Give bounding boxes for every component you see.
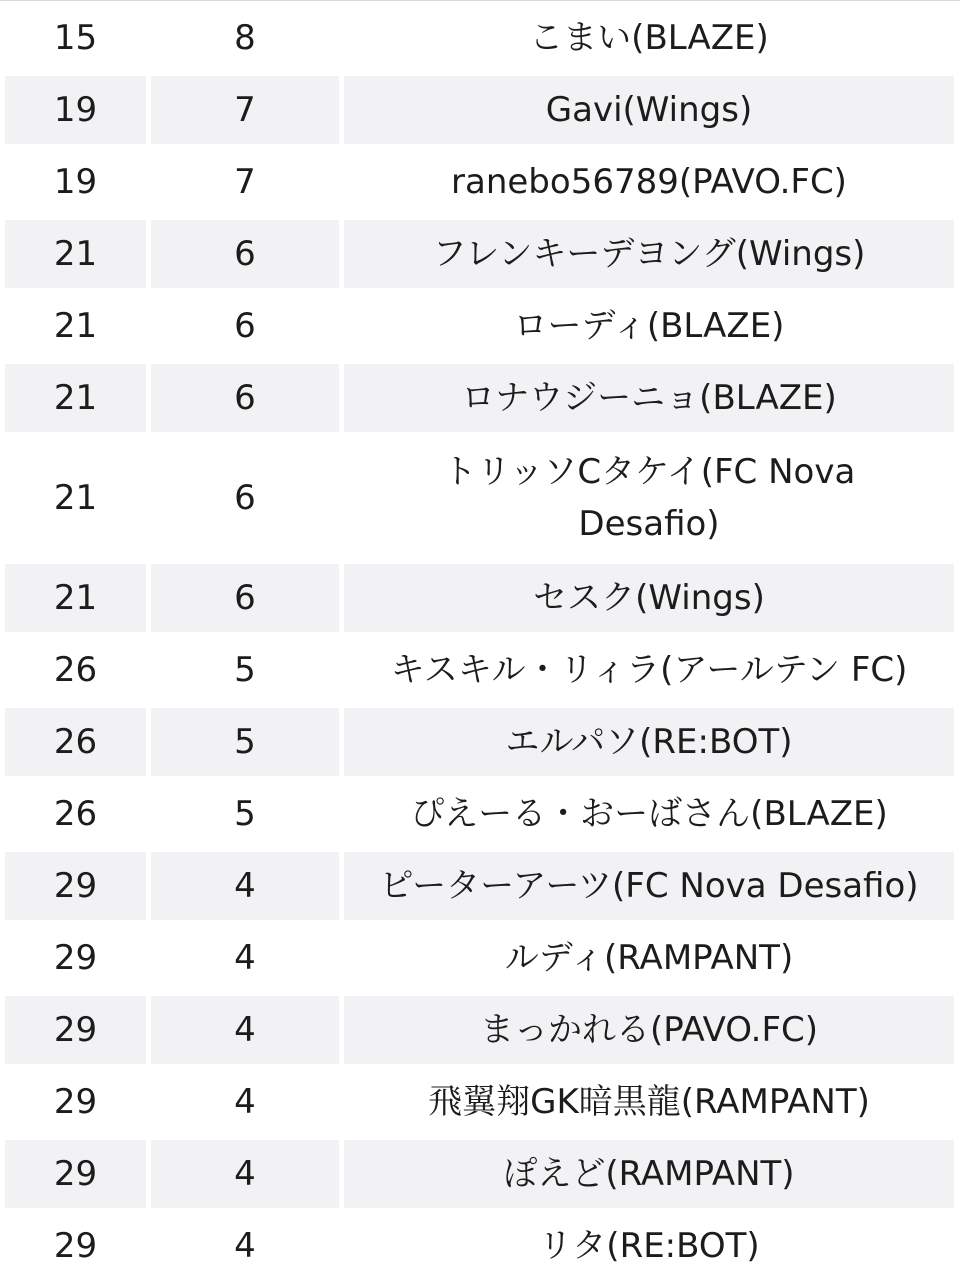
rank-cell: 15 bbox=[53, 18, 98, 58]
goals-cell: 7 bbox=[151, 76, 339, 144]
goals-cell: 6 bbox=[234, 306, 256, 346]
table-row bbox=[0, 924, 960, 992]
goals-cell: 4 bbox=[151, 996, 339, 1064]
goals-cell: 4 bbox=[234, 1082, 256, 1122]
goals-cell: 6 bbox=[151, 220, 339, 288]
goals-cell: 6 bbox=[151, 364, 339, 432]
player-cell: まっかれる(PAVO.FC) bbox=[344, 996, 954, 1064]
goals-cell: 8 bbox=[234, 18, 256, 58]
player-cell: こまい(BLAZE) bbox=[529, 18, 769, 58]
goals-cell: 5 bbox=[151, 708, 339, 776]
player-cell: リタ(RE:BOT) bbox=[538, 1226, 760, 1266]
player-cell: ローディ(BLAZE) bbox=[513, 306, 785, 346]
goals-cell: 7 bbox=[234, 162, 256, 202]
player-cell: ぴえーる・おーばさん(BLAZE) bbox=[410, 794, 888, 834]
rank-cell: 26 bbox=[53, 794, 98, 834]
table-row bbox=[0, 1140, 960, 1208]
goals-cell: 6 bbox=[234, 478, 256, 518]
rank-cell: 26 bbox=[5, 708, 146, 776]
player-cell: トリッソCタケイ(FC Nova Desafio) bbox=[442, 452, 856, 544]
rank-cell: 29 bbox=[5, 996, 146, 1064]
rank-cell: 26 bbox=[53, 650, 98, 690]
player-cell: Gavi(Wings) bbox=[344, 76, 954, 144]
rank-cell: 29 bbox=[5, 1140, 146, 1208]
table-row bbox=[0, 292, 960, 360]
player-cell: フレンキーデヨング(Wings) bbox=[344, 220, 954, 288]
player-cell: キスキル・リィラ(アールテン FC) bbox=[390, 650, 908, 690]
table-row bbox=[0, 996, 960, 1064]
player-cell: エルパソ(RE:BOT) bbox=[344, 708, 954, 776]
table-row bbox=[0, 708, 960, 776]
table-row bbox=[0, 852, 960, 920]
table-row bbox=[0, 1068, 960, 1136]
rank-cell: 21 bbox=[53, 306, 98, 346]
player-cell: ぽえど(RAMPANT) bbox=[344, 1140, 954, 1208]
rank-cell: 21 bbox=[5, 220, 146, 288]
table-row bbox=[0, 436, 960, 560]
player-cell: ロナウジーニョ(BLAZE) bbox=[344, 364, 954, 432]
table-row bbox=[0, 76, 960, 144]
table-row bbox=[0, 564, 960, 632]
rank-cell: 29 bbox=[53, 938, 98, 978]
player-cell: ピーターアーツ(FC Nova Desafio) bbox=[344, 852, 954, 920]
table-row bbox=[0, 1212, 960, 1280]
table-row bbox=[0, 780, 960, 848]
table-row bbox=[0, 636, 960, 704]
goals-cell: 5 bbox=[234, 650, 256, 690]
goals-cell: 4 bbox=[234, 1226, 256, 1266]
goals-cell: 4 bbox=[151, 852, 339, 920]
rank-cell: 19 bbox=[5, 76, 146, 144]
rank-cell: 29 bbox=[53, 1082, 98, 1122]
goals-cell: 4 bbox=[151, 1140, 339, 1208]
player-cell: ranebo56789(PAVO.FC) bbox=[451, 162, 847, 202]
table-top-border bbox=[0, 0, 960, 1]
table-row bbox=[0, 220, 960, 288]
rank-cell: 21 bbox=[5, 564, 146, 632]
table-row bbox=[0, 4, 960, 72]
goals-cell: 6 bbox=[151, 564, 339, 632]
player-cell: セスク(Wings) bbox=[344, 564, 954, 632]
table-row bbox=[0, 364, 960, 432]
player-cell: 飛翼翔GK暗黒龍(RAMPANT) bbox=[428, 1082, 870, 1122]
rank-cell: 29 bbox=[5, 852, 146, 920]
rank-cell: 19 bbox=[53, 162, 98, 202]
goals-cell: 5 bbox=[234, 794, 256, 834]
goals-cell: 4 bbox=[234, 938, 256, 978]
rank-cell: 29 bbox=[53, 1226, 98, 1266]
player-cell: ルディ(RAMPANT) bbox=[504, 938, 794, 978]
rank-cell: 21 bbox=[53, 478, 98, 518]
rank-cell: 21 bbox=[5, 364, 146, 432]
table-row bbox=[0, 148, 960, 216]
